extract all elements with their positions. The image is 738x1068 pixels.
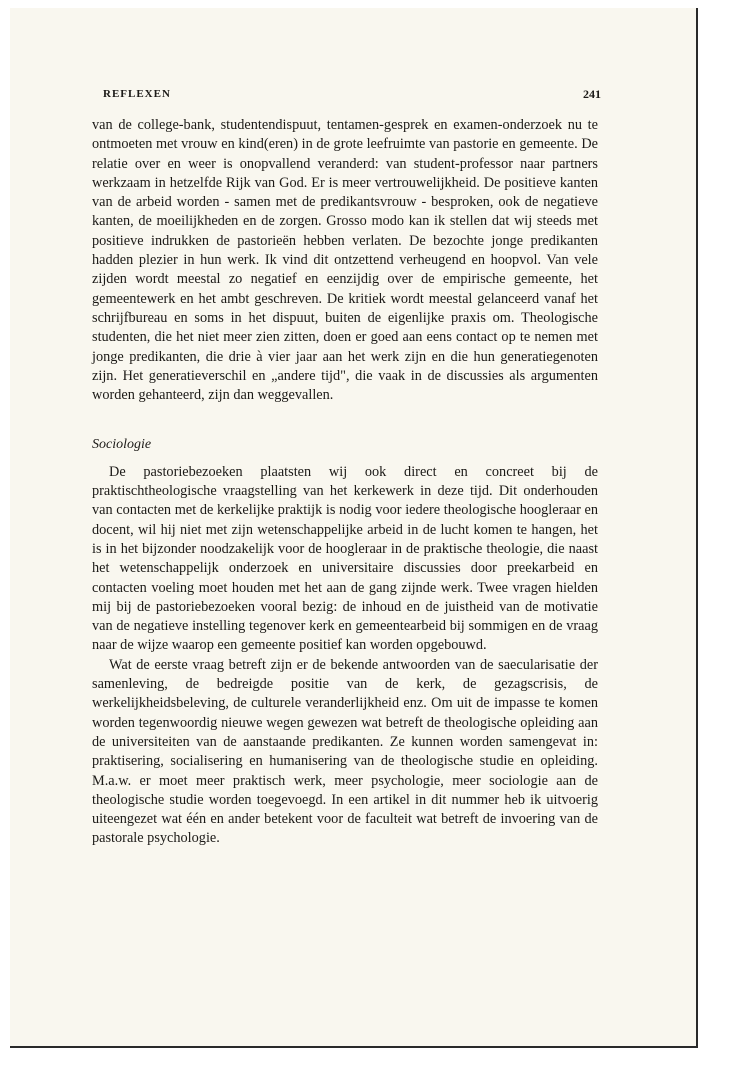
body-text [92,116,598,849]
paragraph-continued: van de college-bank, studentendispuut, tentamen-gesprek en examen-onderzoek nu te ontmoeten met vrouw en kind(eren) in de grote leefruimte van pastorie en gemeente. De relatie over en weer is onopvallend veranderd: van student-professor naar partners werkzaam in hetzelfde Rijk van God. Er is meer vertrouwelijkheid. De positieve kanten van de arbeid worden - samen met de predikantsvrouw - besproken, ook de negatieve kanten, de moeilijkheden en de zorgen. Grosso modo kan ik stellen dat wij steeds met positieve indrukken de pastorieën hebben verlaten. De bezochte jonge predikanten hadden plezier in hun werk. Ik vind dit ontzettend verheugend en hoopvol. Van vele zijden wordt meestal zo negatief en eenzijdig over de empirische gemeente, het gemeentewerk en het ambt geschreven. De kritiek wordt meestal gelanceerd vanaf het schrijfbureau en soms in het dispuut, buiten de eigenlijke praxis om. Theologische studenten, die het niet meer zien zitten, doen er goed aan eens contact op te nemen met jonge predikanten, die drie à vier jaar aan het werk zijn en die hun generatiegenoten zijn. Het generatieverschil en „andere tijd", die vaak in de discussies als argumenten worden gehanteerd, zijn dan weggevallen. [92,117,598,404]
page-number: 241 [583,87,601,101]
running-head: REFLEXEN [103,88,171,100]
paragraph-pastoriebezoeken: De pastoriebezoeken plaatsten wij ook direct en concreet bij de praktischtheologische vraagstelling van het kerkewerk in deze tijd. Dit onderhouden van contacten met de kerkelijke praktijk is nodig voor iedere theologische hoogleraar en docent, wil hij niet met zijn wetenschappelijke arbeid in de lucht komen te hangen, het is in het bijzonder noodzakelijk voor de hoogleraar in de praktische theologie, die naast het wetenschappelijk onderzoek en universitaire discussies door preekarbeid en contacten voeling moet houden met het aan de gang zijnde werk. Twee vragen hielden mij bij de pastoriebezoeken vooral bezig: de inhoud en de juistheid van de motivatie van de negatieve instelling tegenover kerk en gemeentearbeid bij sommigen en de vraag naar de wijze waarop een gemeente positief kan worden opgebouwd. [92,463,598,654]
paragraph-eerste-vraag: Wat de eerste vraag betreft zijn er de bekende antwoorden van de saecularisatie der samenleving, de bedreigde positie van de kerk, de gezagscrisis, de werkelijkheidsbeleving, de culturele veranderlijkheid enz. Om uit de impasse te komen worden tegenwoordig nieuwe wegen gewezen wat betreft de theologische opleiding aan de universiteiten van de aanstaande predikanten. Ze kunnen worden samengevat in: praktisering, socialisering en humanisering van de theologische studie en opleiding. M.a.w. er moet meer praktisch werk, meer psychologie, meer sociologie aan de theologische studie worden toegevoegd. In een artikel in dit nummer heb ik uitvoerig uiteengezet wat één en ander betekent voor de faculteit wat betreft de invoering van de pastorale psychologie. [92,656,598,847]
section-heading: Sociologie [92,437,152,453]
